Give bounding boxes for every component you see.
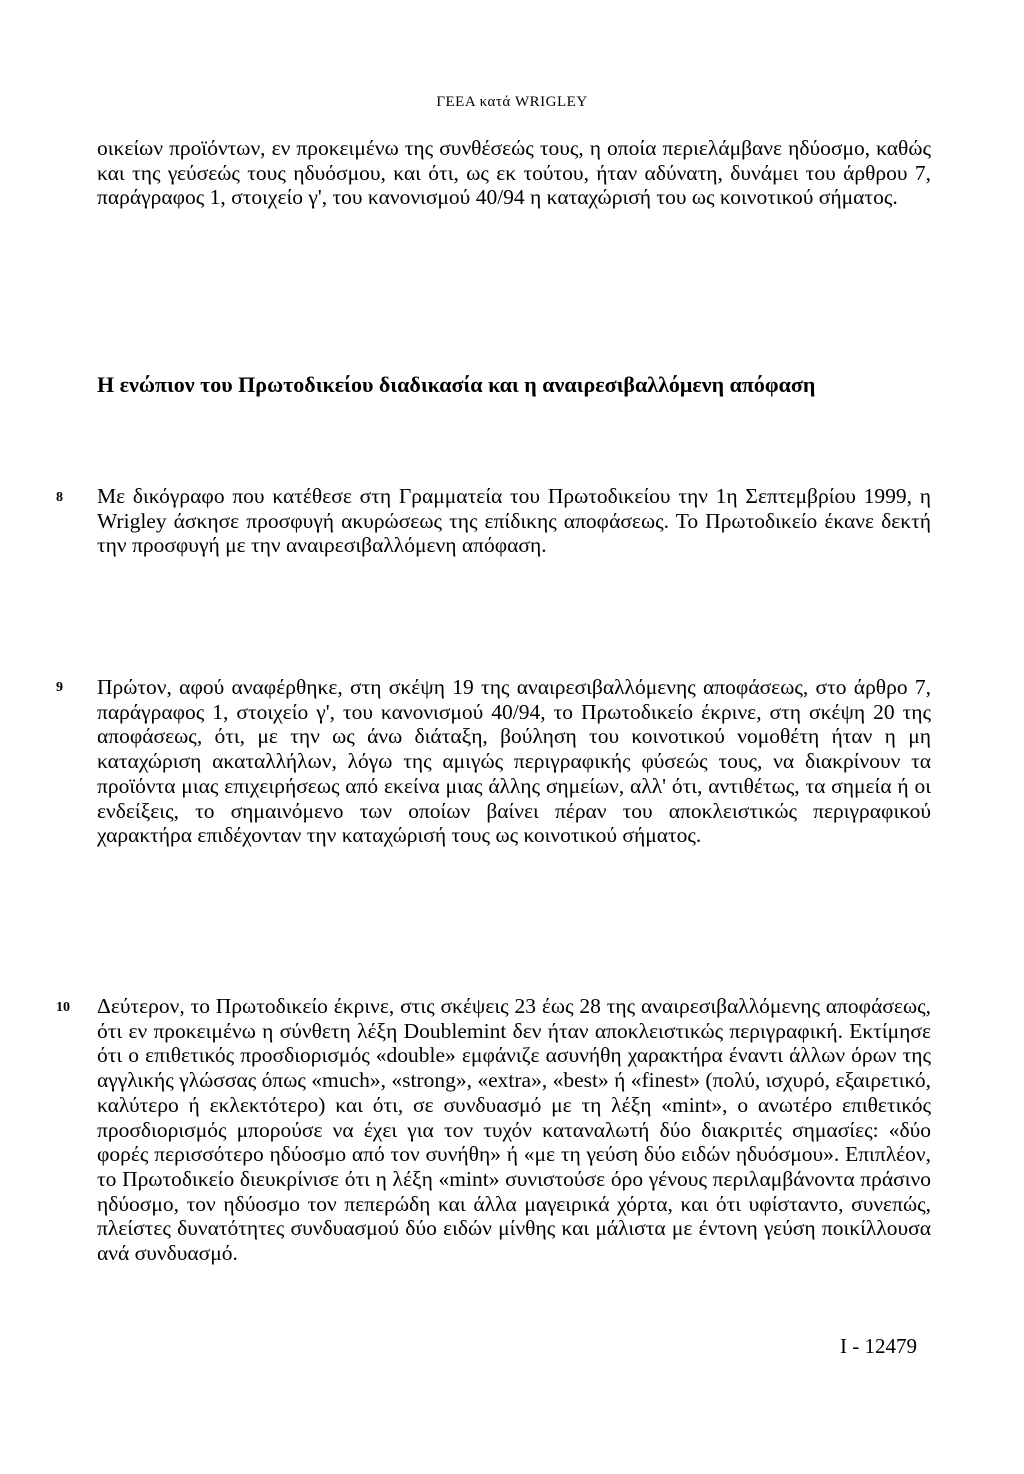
paragraph-10: [97, 994, 931, 1266]
section-heading: Η ενώπιον του Πρωτοδικείου διαδικασία και η αναιρεσιβαλλόμενη απόφαση: [97, 372, 816, 397]
paragraph-number: 9: [56, 680, 63, 695]
paragraph-text: Δεύτερον, το Πρωτοδικείο έκρινε, στις σκέψεις 23 έως 28 της αναιρεσιβαλλόμενης αποφάσεως, ότι εν προκειμένω η σύνθετη λέξη Doublemint δεν ήταν αποκλειστικώς περιγραφική. Εκτίμησε ότι ο επιθετικός προσδιορισμός «double» εμφάνιζε ασυνήθη χαρακτήρα έναντι άλλων όρων της αγγλικής γλώσσας όπως «much», «strong», «extra», «best» ή «finest» (πολύ, ισχυρό, εξαιρετικό, καλύτερο ή εκλεκτότερο) και ότι, σε συνδυασμό με τη λέξη «mint», ο ανωτέρο επιθετικός προσδιορισμός μπορούσε να έχει για τον τυχόν καταναλωτή δύο διακριτές σημασίες: «δύο φορές περισσότερο ηδύοσμο από τον συνήθη» ή «με τη γεύση δύο ειδών ηδυόσμου». Επιπλέον, το Πρωτοδικείο διευκρίνισε ότι η λέξη «mint» συνιστούσε όρο γένους περιλαμβάνοντα πράσινο ηδύοσμο, τον ηδύοσμο τον πεπερώδη και άλλα μαγειρικά χόρτα, και ότι υφίσταντο, συνεπώς, πλείστες δυνατότητες συνδυασμού δύο ειδών μίνθης και μάλιστα με έντονη γεύση ποικίλλουσα ανά συνδυασμό.: [97, 994, 931, 1266]
paragraph-number: 8: [56, 490, 63, 505]
paragraph-9: [97, 675, 931, 848]
paragraph-text: Με δικόγραφο που κατέθεσε στη Γραμματεία του Πρωτοδικείου την 1η Σεπτεμβρίου 1999, η Wrigley άσκησε προσφυγή ακυρώσεως της επίδικης αποφάσεως. Το Πρωτοδικείο έκανε δεκτή την προσφυγή με την αναιρεσιβαλλόμενη απόφαση.: [97, 484, 931, 558]
intro-paragraph-text: οικείων προϊόντων, εν προκειμένω της συνθέσεώς τους, η οποία περιελάμβανε ηδύοσμο, καθώς και της γεύσεώς τους ηδυόσμου, και ότι, ως εκ τούτου, ήταν αδύνατη, δυνάμει του άρθρου 7, παράγραφος 1, στοιχείο γ', του κανονισμού 40/94 η καταχώρισή του ως κοινοτικού σήματος.: [97, 136, 931, 210]
paragraph-8: [97, 484, 931, 558]
paragraph-number: 10: [56, 1000, 70, 1015]
intro-paragraph: [97, 136, 931, 210]
running-header: ΓΕΕΑ κατά WRIGLEY: [436, 94, 588, 110]
paragraph-text: Πρώτον, αφού αναφέρθηκε, στη σκέψη 19 της αναιρεσιβαλλόμενης αποφάσεως, στο άρθρο 7, παράγραφος 1, στοιχείο γ', του κανονισμού 40/94, το Πρωτοδικείο έκρινε, στη σκέψη 20 της αποφάσεως, ότι, με την ως άνω διάταξη, βούληση του κοινοτικού νομοθέτη ήταν η μη καταχώριση ακαταλλήλων, λόγω της αμιγώς περιγραφικής φύσεώς τους, να διακρίνουν τα προϊόντα μιας επιχειρήσεως από εκείνα μιας άλλης σημείων, αλλ' ότι, αντιθέτως, τα σημεία ή οι ενδείξεις, το σημαινόμενο των οποίων βαίνει πέραν του αποκλειστικώς περιγραφικού χαρακτήρα επιδέχονταν την καταχώρισή τους ως κοινοτικού σήματος.: [97, 675, 931, 848]
page-number: I - 12479: [840, 1334, 917, 1358]
